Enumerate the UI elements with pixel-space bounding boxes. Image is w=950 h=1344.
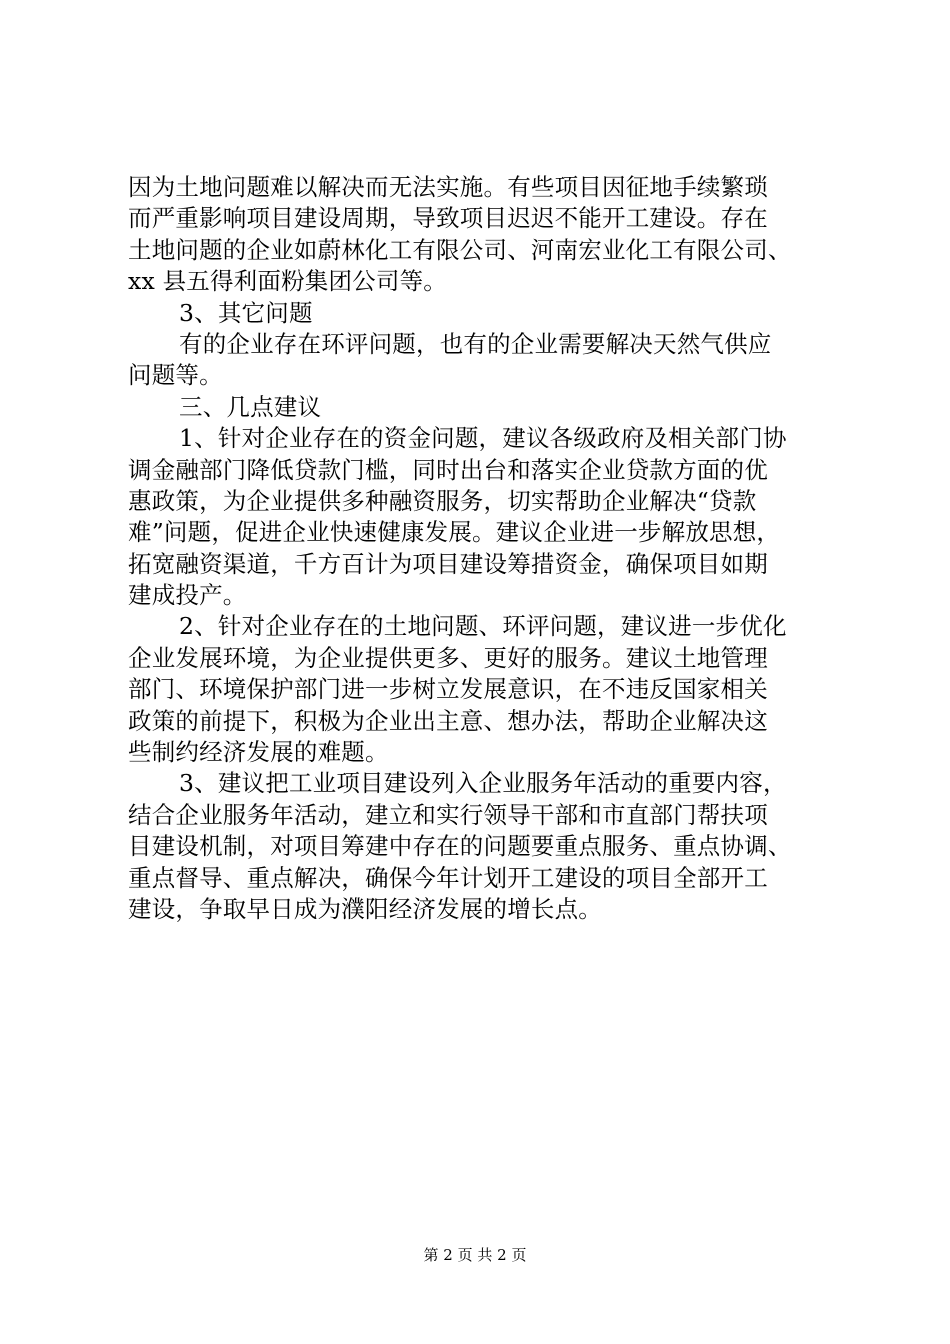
text-line: 结合企业服务年活动，建立和实行领导干部和市直部门帮扶项 (128, 800, 768, 829)
text-line: 政策的前提下，积极为企业出主意、想办法，帮助企业解决这 (128, 706, 768, 735)
text-line: 因为土地问题难以解决而无法实施。有些项目因征地手续繁琐 (128, 173, 768, 201)
page-footer: 第 2 页 共 2 页 (423, 1246, 527, 1264)
text-line: 土地问题的企业如蔚林化工有限公司、河南宏业化工有限公司、 (128, 235, 792, 264)
text-line: 三、几点建议 (179, 392, 322, 421)
text-line: 有的企业存在环评问题，也有的企业需要解决天然气供应 (179, 329, 772, 358)
document-body (128, 172, 848, 925)
text-line: 些制约经济发展的难题。 (128, 738, 389, 767)
text-line: 企业发展环境，为企业提供更多、更好的服务。建议土地管理 (128, 643, 768, 672)
text-line: 1、针对企业存在的资金问题，建议各级政府及相关部门协 (179, 424, 787, 453)
text-line: 难”问题，促进企业快速健康发展。建议企业进一步解放思想， (128, 518, 781, 547)
text-line: 拓宽融资渠道，千方百计为项目建设筹措资金，确保项目如期 (128, 549, 768, 578)
text-line: 建成投产。 (128, 581, 247, 610)
text-line: 调金融部门降低贷款门槛，同时出台和落实企业贷款方面的优 (128, 455, 768, 484)
text-line: 问题等。 (128, 361, 223, 390)
text-line: 部门、环境保护部门进一步树立发展意识，在不违反国家相关 (128, 675, 768, 704)
text-line: 而严重影响项目建设周期，导致项目迟迟不能开工建设。存在 (128, 204, 768, 233)
text-line: 2、针对企业存在的土地问题、环评问题，建议进一步优化 (179, 612, 787, 641)
text-line: xx 县五得利面粉集团公司等。 (128, 267, 447, 296)
text-line: 惠政策，为企业提供多种融资服务，切实帮助企业解决“贷款 (128, 486, 757, 515)
text-line: 3、建议把工业项目建设列入企业服务年活动的重要内容， (179, 769, 787, 798)
text-line: 建设，争取早日成为濮阳经济发展的增长点。 (128, 894, 602, 923)
text-line: 重点督导、重点解决，确保今年计划开工建设的项目全部开工 (128, 863, 768, 892)
text-line: 目建设机制，对项目筹建中存在的问题要重点服务、重点协调、 (128, 832, 792, 861)
text-line: 3、其它问题 (179, 298, 313, 327)
